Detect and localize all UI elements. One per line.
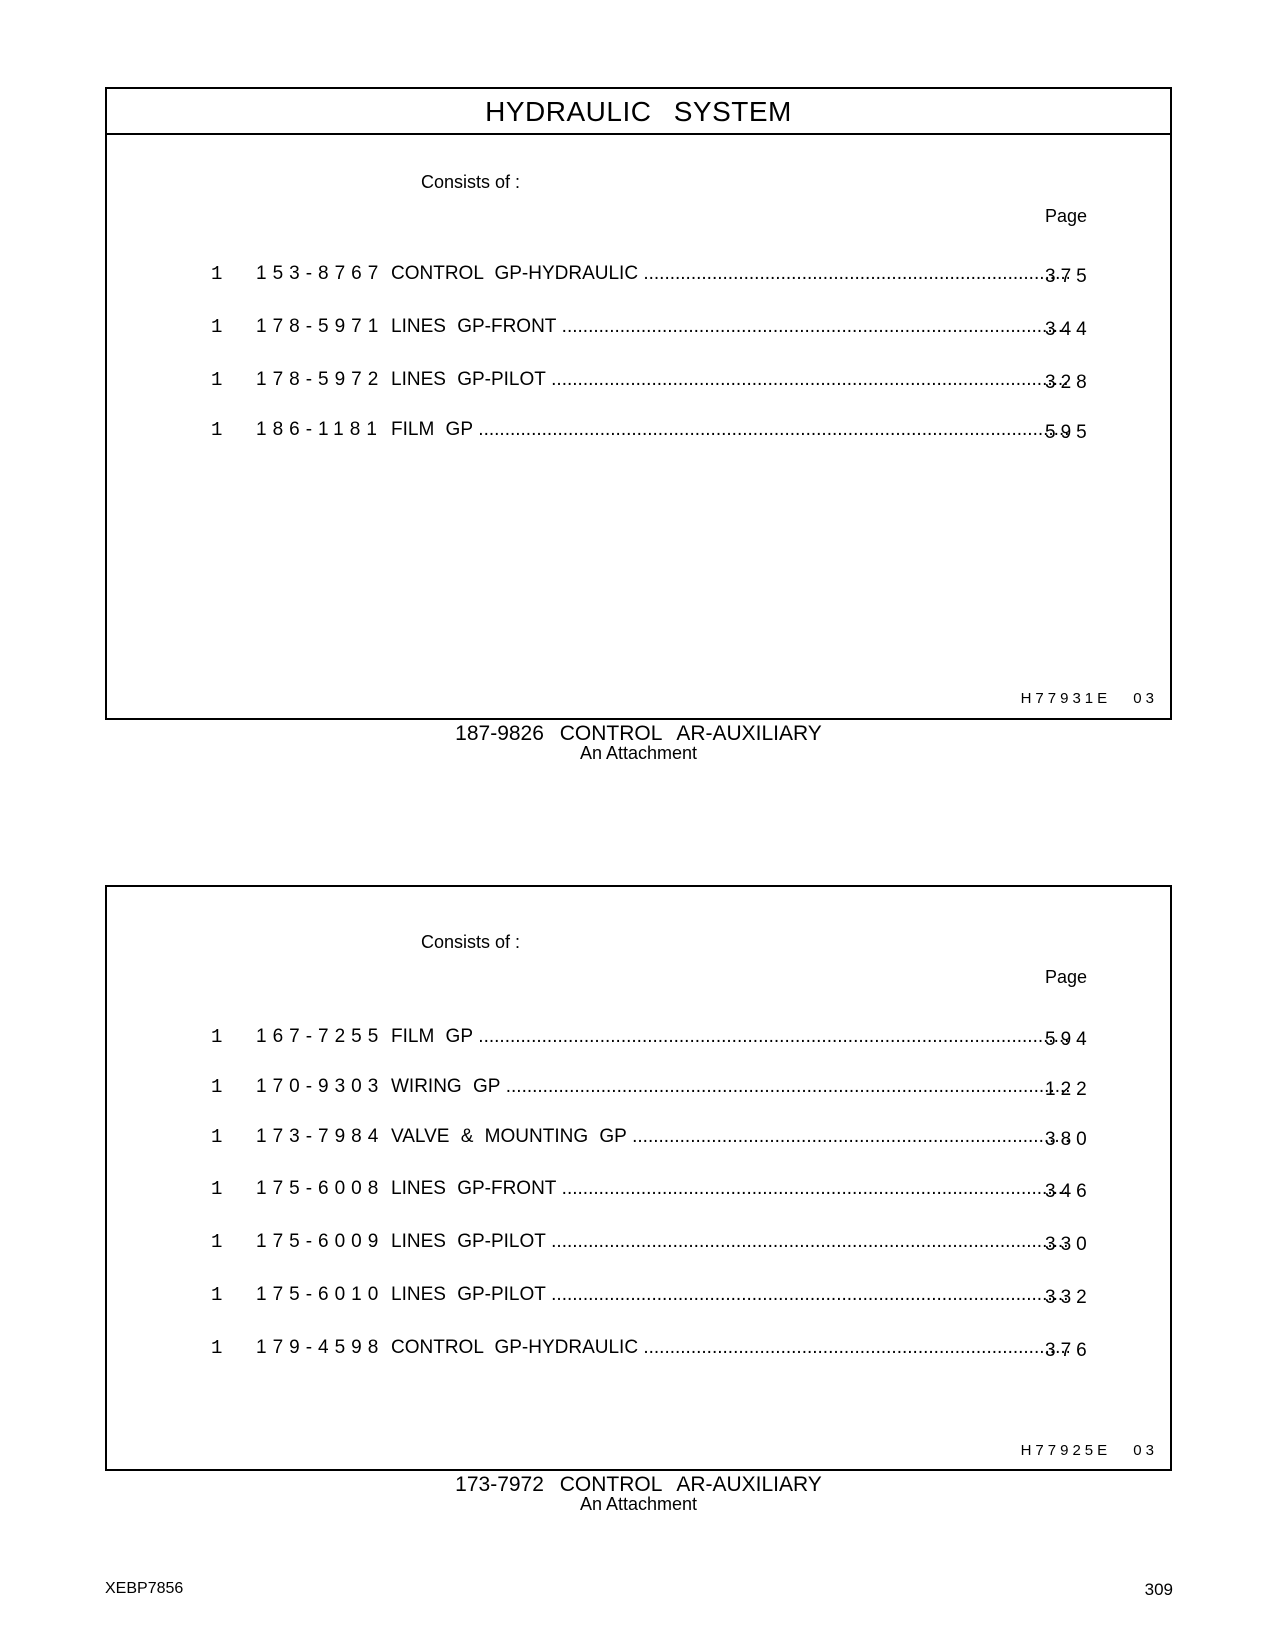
caption-subtitle: An Attachment: [579, 1494, 698, 1514]
parts-row: [107, 419, 1170, 447]
quantity: 1: [211, 316, 223, 338]
quantity: 1: [211, 263, 223, 285]
page-column-header: Page: [1045, 967, 1088, 987]
page-column-header: Page: [1045, 206, 1088, 226]
parts-group-box-hydraulic-system: [105, 87, 1172, 720]
page-reference: 380: [1045, 1129, 1092, 1150]
parts-row: [107, 1026, 1170, 1054]
page-reference: 328: [1045, 372, 1092, 393]
parts-row: [107, 1178, 1170, 1206]
part-description: FILM GP .....: [391, 419, 1069, 445]
page-reference: 594: [1045, 1029, 1092, 1050]
page-reference: 332: [1045, 1287, 1092, 1308]
part-description: WIRING GP .....: [391, 1076, 1069, 1102]
illustration-code: H77925E 03: [1020, 1442, 1158, 1459]
quantity: 1: [211, 1126, 223, 1148]
parts-row: [107, 1076, 1170, 1104]
page-reference: 330: [1045, 1234, 1092, 1255]
part-description: LINES GP-FRONT .....: [391, 1178, 1069, 1204]
part-description: LINES GP-PILOT .....: [391, 1284, 1069, 1310]
page-reference: 122: [1045, 1079, 1092, 1100]
page-reference: 376: [1045, 1340, 1092, 1361]
caption-title: 173-7972 CONTROL AR-AUXILIARY: [455, 1473, 822, 1496]
part-number: 175-6008: [256, 1178, 385, 1199]
quantity: 1: [211, 1076, 223, 1098]
quantity: 1: [211, 1337, 223, 1359]
part-description: LINES GP-PILOT .....: [391, 1231, 1069, 1257]
consists-of-label: Consists of :: [421, 172, 521, 192]
quantity: 1: [211, 369, 223, 391]
part-number: 153-8767: [256, 263, 385, 284]
part-number: 170-9303: [256, 1076, 385, 1097]
part-number: 173-7984: [256, 1126, 385, 1147]
parts-row: [107, 1337, 1170, 1365]
attachment-caption: [105, 724, 1172, 762]
quantity: 1: [211, 1026, 223, 1048]
part-number: 175-6010: [256, 1284, 385, 1305]
part-description: FILM GP .....: [391, 1026, 1069, 1052]
part-number: 175-6009: [256, 1231, 385, 1252]
part-description: VALVE & MOUNTING GP .....: [391, 1126, 1069, 1152]
parts-row: [107, 369, 1170, 397]
caption-title: 187-9826 CONTROL AR-AUXILIARY: [455, 722, 822, 745]
part-description: LINES GP-FRONT .....: [391, 316, 1069, 342]
page-number: 309: [1144, 1580, 1173, 1599]
part-description: CONTROL GP-HYDRAULIC .....: [391, 1337, 1069, 1363]
parts-row: [107, 1284, 1170, 1312]
part-number: 178-5971: [256, 316, 385, 337]
quantity: 1: [211, 1284, 223, 1306]
attachment-caption: [105, 1475, 1172, 1513]
quantity: 1: [211, 419, 223, 441]
page-reference: 346: [1045, 1181, 1092, 1202]
quantity: 1: [211, 1231, 223, 1253]
part-number: 167-7255: [256, 1026, 385, 1047]
parts-row: [107, 1231, 1170, 1259]
parts-group-box-control-arrangement: [105, 885, 1172, 1471]
page-reference: 344: [1045, 319, 1092, 340]
illustration-code: H77931E 03: [1020, 690, 1158, 707]
caption-subtitle: An Attachment: [579, 743, 698, 763]
consists-of-label: Consists of :: [421, 932, 521, 952]
part-description: LINES GP-PILOT .....: [391, 369, 1069, 395]
quantity: 1: [211, 1178, 223, 1200]
parts-row: [107, 1126, 1170, 1154]
section-title: HYDRAULIC SYSTEM: [107, 89, 1170, 135]
part-number: 178-5972: [256, 369, 385, 390]
part-description: CONTROL GP-HYDRAULIC .....: [391, 263, 1069, 289]
page-reference: 595: [1045, 422, 1092, 443]
parts-row: [107, 316, 1170, 344]
parts-row: [107, 263, 1170, 291]
part-number: 186-1181: [256, 419, 383, 440]
document-id: XEBP7856: [105, 1580, 184, 1597]
part-number: 179-4598: [256, 1337, 385, 1358]
page-reference: 375: [1045, 266, 1092, 287]
